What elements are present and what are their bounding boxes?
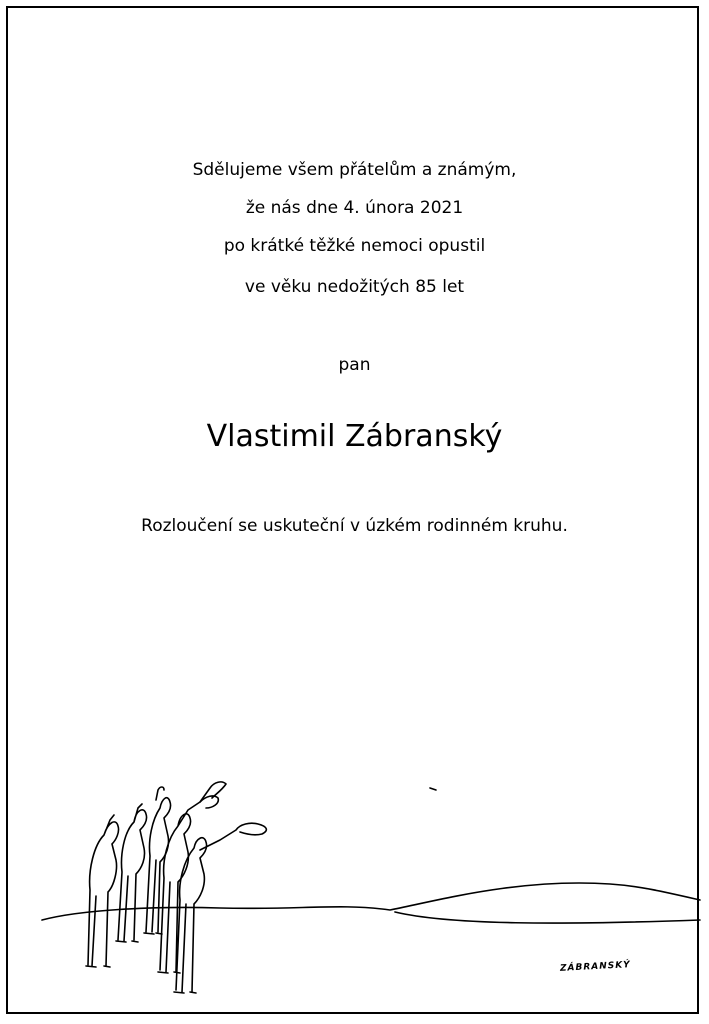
announcement-line-2: že nás dne 4. února 2021 <box>245 198 464 218</box>
hill-line <box>395 912 700 923</box>
announcement-line-3: po krátké těžké nemoci opustil <box>223 236 486 256</box>
deceased-name: Vlastimil Zábranský <box>206 419 503 454</box>
figure-4 <box>160 796 218 972</box>
figure-3 <box>146 787 171 932</box>
farewell-text: Rozloučení se uskuteční v úzkém rodinném kruhu. <box>141 516 568 536</box>
announcement-line-4: ve věku nedožitých 85 let <box>244 277 465 297</box>
horizon-line <box>42 883 700 920</box>
figure-1 <box>88 815 119 966</box>
title-word: pan <box>338 355 371 375</box>
signature: ZÁBRANSKÝ <box>559 960 631 974</box>
waving-figures-drawing-icon <box>0 760 709 1024</box>
figure-2 <box>118 804 147 941</box>
announcement-line-1: Sdělujeme všem přátelům a známým, <box>192 160 517 180</box>
